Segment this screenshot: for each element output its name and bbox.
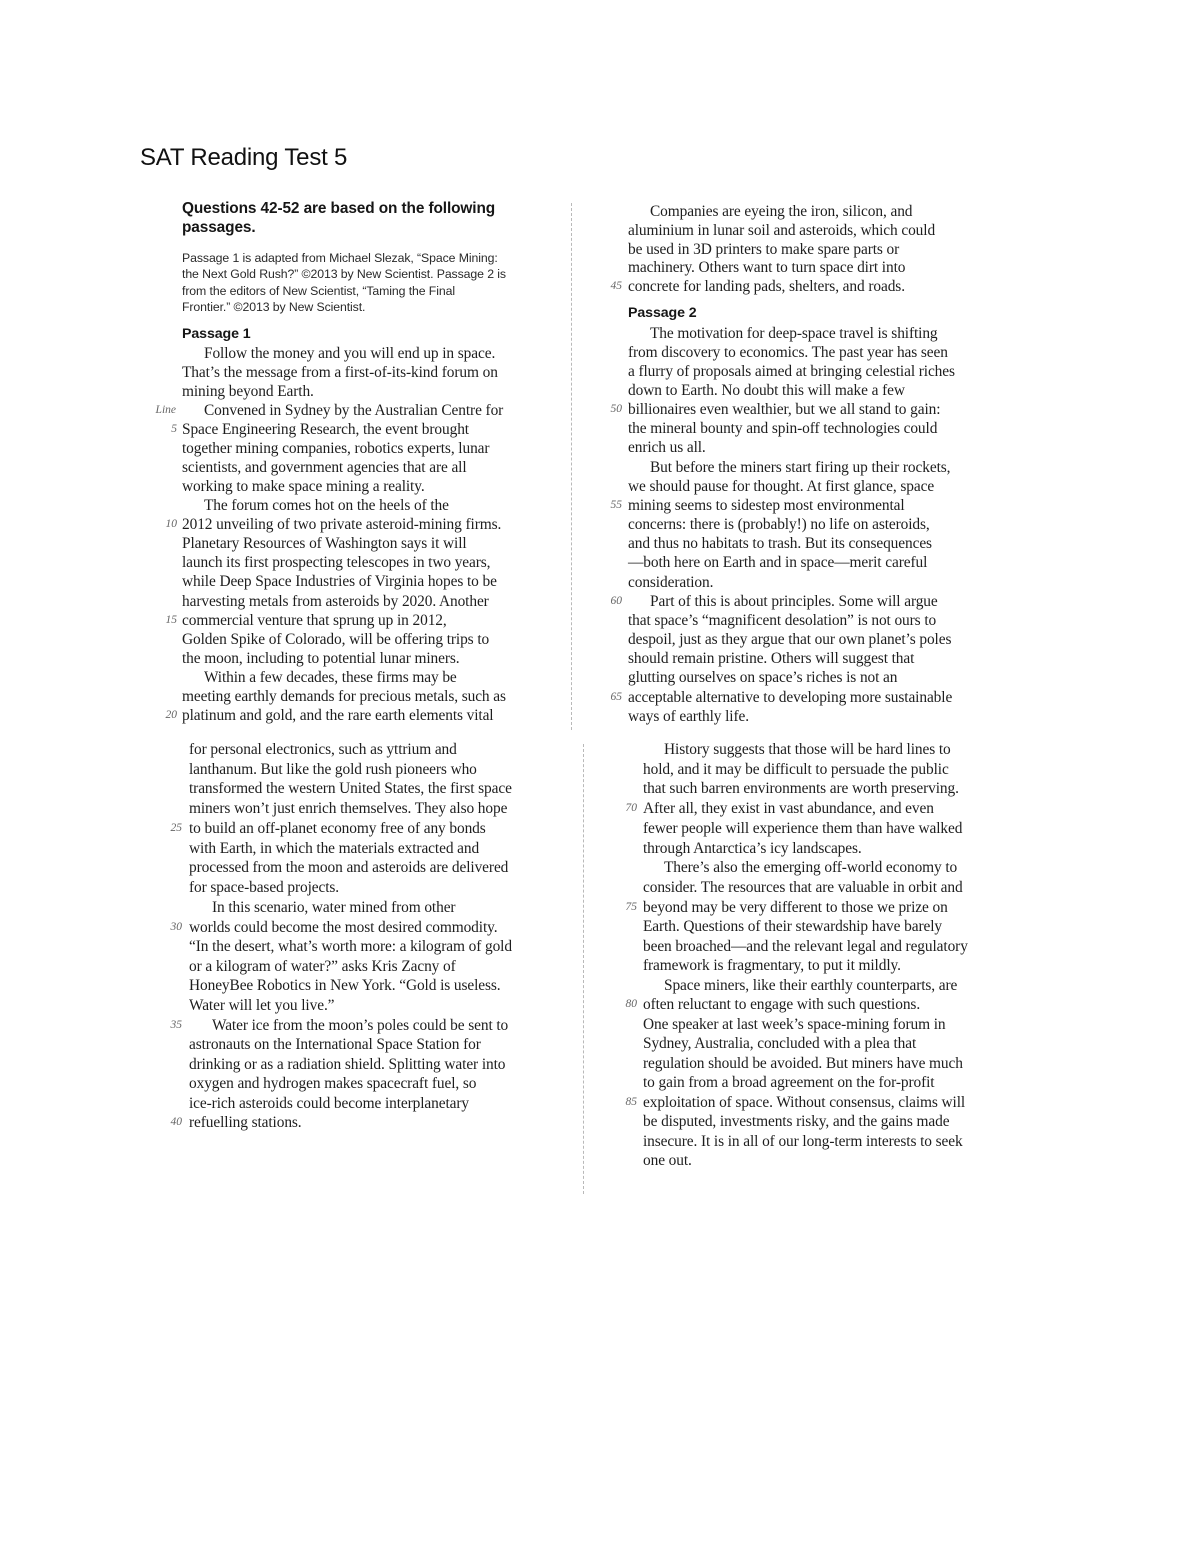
passage-line: worlds could become the most desired commodity. [189, 919, 498, 936]
passage-line: acceptable alternative to developing more sustainable [628, 689, 953, 706]
line-number: 80 [625, 998, 637, 1010]
passage-line: that such barren environments are worth preserving. [643, 780, 959, 797]
passage-line: to build an off-planet economy free of any bonds [189, 820, 486, 837]
passage-line: There’s also the emerging off-world economy to [664, 859, 958, 876]
passage-line: HoneyBee Robotics in New York. “Gold is useless. [189, 977, 501, 994]
line-number: 75 [625, 901, 637, 913]
passage-line: launch its first prospecting telescopes in two years, [182, 554, 491, 571]
passage-line: with Earth, in which the materials extracted and [189, 840, 480, 857]
passage-line: drinking or as a radiation shield. Splitting water into [189, 1056, 506, 1073]
passage-line: Companies are eyeing the iron, silicon, and [650, 203, 913, 220]
passage-line: Planetary Resources of Washington says it will [182, 535, 467, 552]
passage-line: often reluctant to engage with such questions. [643, 996, 921, 1013]
passage-line: aluminium in lunar soil and asteroids, which could [628, 222, 936, 239]
passage-line: —both here on Earth and in space—merit careful [628, 554, 928, 571]
passage-line: The motivation for deep-space travel is shifting [650, 325, 938, 342]
passage-line: a flurry of proposals aimed at bringing celestial riches [628, 363, 955, 380]
passage-line: Convened in Sydney by the Australian Centre for [204, 402, 504, 419]
passage-line: ice-rich asteroids could become interplanetary [189, 1095, 469, 1112]
passage-line: mining seems to sidestep most environmental [628, 497, 905, 514]
line-number: 85 [625, 1096, 637, 1108]
source-note: from the editors of New Scientist, “Taming the Final [182, 284, 455, 298]
line-number: 10 [165, 518, 177, 530]
passage-line: That’s the message from a first-of-its-kind forum on [182, 364, 498, 381]
passage2-heading: Passage 2 [628, 305, 697, 321]
source-note: Frontier.” ©2013 by New Scientist. [182, 300, 366, 314]
passage-line: been broached—and the relevant legal and regulatory [643, 938, 968, 955]
line-number: 55 [610, 499, 622, 511]
line-label: Line [155, 404, 176, 416]
passage-line: Golden Spike of Colorado, will be offering trips to [182, 631, 490, 648]
passage-line: astronauts on the International Space Station for [189, 1036, 481, 1053]
passage-line: Part of this is about principles. Some will argue [650, 593, 938, 610]
passage-line: hold, and it may be difficult to persuade the public [643, 761, 949, 778]
passage-line: Earth. Questions of their stewardship have barely [643, 918, 942, 935]
passage-line: one out. [643, 1152, 692, 1169]
passage-line: and thus no habitats to trash. But its consequences [628, 535, 932, 552]
passage-line: Space miners, like their earthly counterparts, are [664, 977, 958, 994]
passage-line: commercial venture that sprung up in 2012, [182, 612, 447, 629]
passage-line: harvesting metals from asteroids by 2020. Another [182, 593, 489, 610]
passage-line: “In the desert, what’s worth more: a kilogram of gold [189, 938, 512, 955]
intro-heading: passages. [182, 219, 256, 236]
passage-line: Space Engineering Research, the event brought [182, 421, 469, 438]
passage-line: The forum comes hot on the heels of the [204, 497, 449, 514]
line-number: 50 [610, 403, 622, 415]
line-number: 60 [610, 595, 622, 607]
passage-line: or a kilogram of water?” asks Kris Zacny of [189, 958, 456, 975]
line-number: 45 [610, 280, 622, 292]
passage-line: together mining companies, robotics experts, lunar [182, 440, 490, 457]
passage-line: miners won’t just enrich themselves. They also hope [189, 800, 508, 817]
source-note: Passage 1 is adapted from Michael Slezak, “Space Mining: [182, 251, 498, 265]
passage-line: billionaires even wealthier, but we all stand to gain: [628, 401, 941, 418]
passage-line: platinum and gold, and the rare earth elements vital [182, 707, 494, 724]
passage-line: fewer people will experience them than have walked [643, 820, 963, 837]
passage-line: should remain pristine. Others will suggest that [628, 650, 915, 667]
passage-line: down to Earth. No doubt this will make a few [628, 382, 905, 399]
line-number: 40 [170, 1116, 182, 1128]
passage-line: scientists, and government agencies that are all [182, 459, 467, 476]
passage-line: for space-based projects. [189, 879, 340, 896]
line-number: 65 [610, 691, 622, 703]
passage-line: we should pause for thought. At first glance, space [628, 478, 935, 495]
passage-line: concerns: there is (probably!) no life on asteroids, [628, 516, 930, 533]
passage-line: History suggests that those will be hard lines to [664, 741, 951, 758]
passage-line: ways of earthly life. [628, 708, 749, 725]
passage-line: oxygen and hydrogen makes spacecraft fuel, so [189, 1075, 477, 1092]
page-title: SAT Reading Test 5 [140, 144, 348, 171]
passage-line: processed from the moon and asteroids are delivered [189, 859, 509, 876]
line-number: 20 [165, 709, 177, 721]
line-number: 5 [171, 423, 177, 435]
passage-line: Sydney, Australia, concluded with a plea that [643, 1035, 917, 1052]
passage-line: be used in 3D printers to make spare parts or [628, 241, 900, 258]
passage-line: framework is fragmentary, to put it mildly. [643, 957, 901, 974]
passage-line: In this scenario, water mined from other [212, 899, 456, 916]
passage-line: exploitation of space. Without consensus, claims will [643, 1094, 966, 1111]
passage-line: Water will let you live.” [189, 997, 335, 1014]
passage-line: concrete for landing pads, shelters, and roads. [628, 278, 905, 295]
line-number: 15 [165, 614, 177, 626]
passage-line: lanthanum. But like the gold rush pioneers who [189, 761, 477, 778]
line-number: 30 [170, 921, 182, 933]
passage-line: insecure. It is in all of our long-term interests to seek [643, 1133, 963, 1150]
passage-line: the mineral bounty and spin-off technologies could [628, 420, 938, 437]
source-note: the Next Gold Rush?” ©2013 by New Scientist. Passage 2 is [182, 267, 506, 281]
passage-line: regulation should be avoided. But miners have much [643, 1055, 963, 1072]
passage-line: refuelling stations. [189, 1114, 302, 1131]
passage-line: Water ice from the moon’s poles could be sent to [212, 1017, 509, 1034]
passage-line: machinery. Others want to turn space dirt into [628, 259, 906, 276]
passage-line: After all, they exist in vast abundance, and even [643, 800, 934, 817]
passage-line: for personal electronics, such as yttrium and [189, 741, 457, 758]
passage-line: consider. The resources that are valuable in orbit and [643, 879, 963, 896]
passage-line: Follow the money and you will end up in space. [204, 345, 496, 362]
passage-line: consideration. [628, 574, 714, 591]
passage-line: while Deep Space Industries of Virginia hopes to be [182, 573, 497, 590]
passage-line: Within a few decades, these firms may be [204, 669, 457, 686]
passage-line: enrich us all. [628, 439, 706, 456]
passage-line: mining beyond Earth. [182, 383, 314, 400]
passage-line: that space’s “magnificent desolation” is not ours to [628, 612, 937, 629]
passage-line: 2012 unveiling of two private asteroid-mining firms. [182, 516, 502, 533]
passage-line: from discovery to economics. The past year has seen [628, 344, 948, 361]
passage-line: working to make space mining a reality. [182, 478, 425, 495]
intro-heading: Questions 42-52 are based on the following [182, 200, 496, 217]
passage-line: through Antarctica’s icy landscapes. [643, 840, 862, 857]
passage-line: despoil, just as they argue that our own planet’s poles [628, 631, 952, 648]
passage-line: One speaker at last week’s space-mining forum in [643, 1016, 946, 1033]
passage-line: meeting earthly demands for precious metals, such as [182, 688, 506, 705]
passage-line: to gain from a broad agreement on the for-profit [643, 1074, 935, 1091]
line-number: 70 [625, 802, 637, 814]
line-number: 25 [170, 822, 182, 834]
passage-line: glutting ourselves on space’s riches is not an [628, 669, 898, 686]
passage1-heading: Passage 1 [182, 326, 251, 342]
passage-line: transformed the western United States, the first space [189, 780, 512, 797]
passage-line: But before the miners start firing up their rockets, [650, 459, 951, 476]
line-number: 35 [170, 1019, 182, 1031]
passage-line: be disputed, investments risky, and the gains made [643, 1113, 950, 1130]
passage-line: beyond may be very different to those we prize on [643, 899, 948, 916]
passage-line: the moon, including to potential lunar miners. [182, 650, 460, 667]
